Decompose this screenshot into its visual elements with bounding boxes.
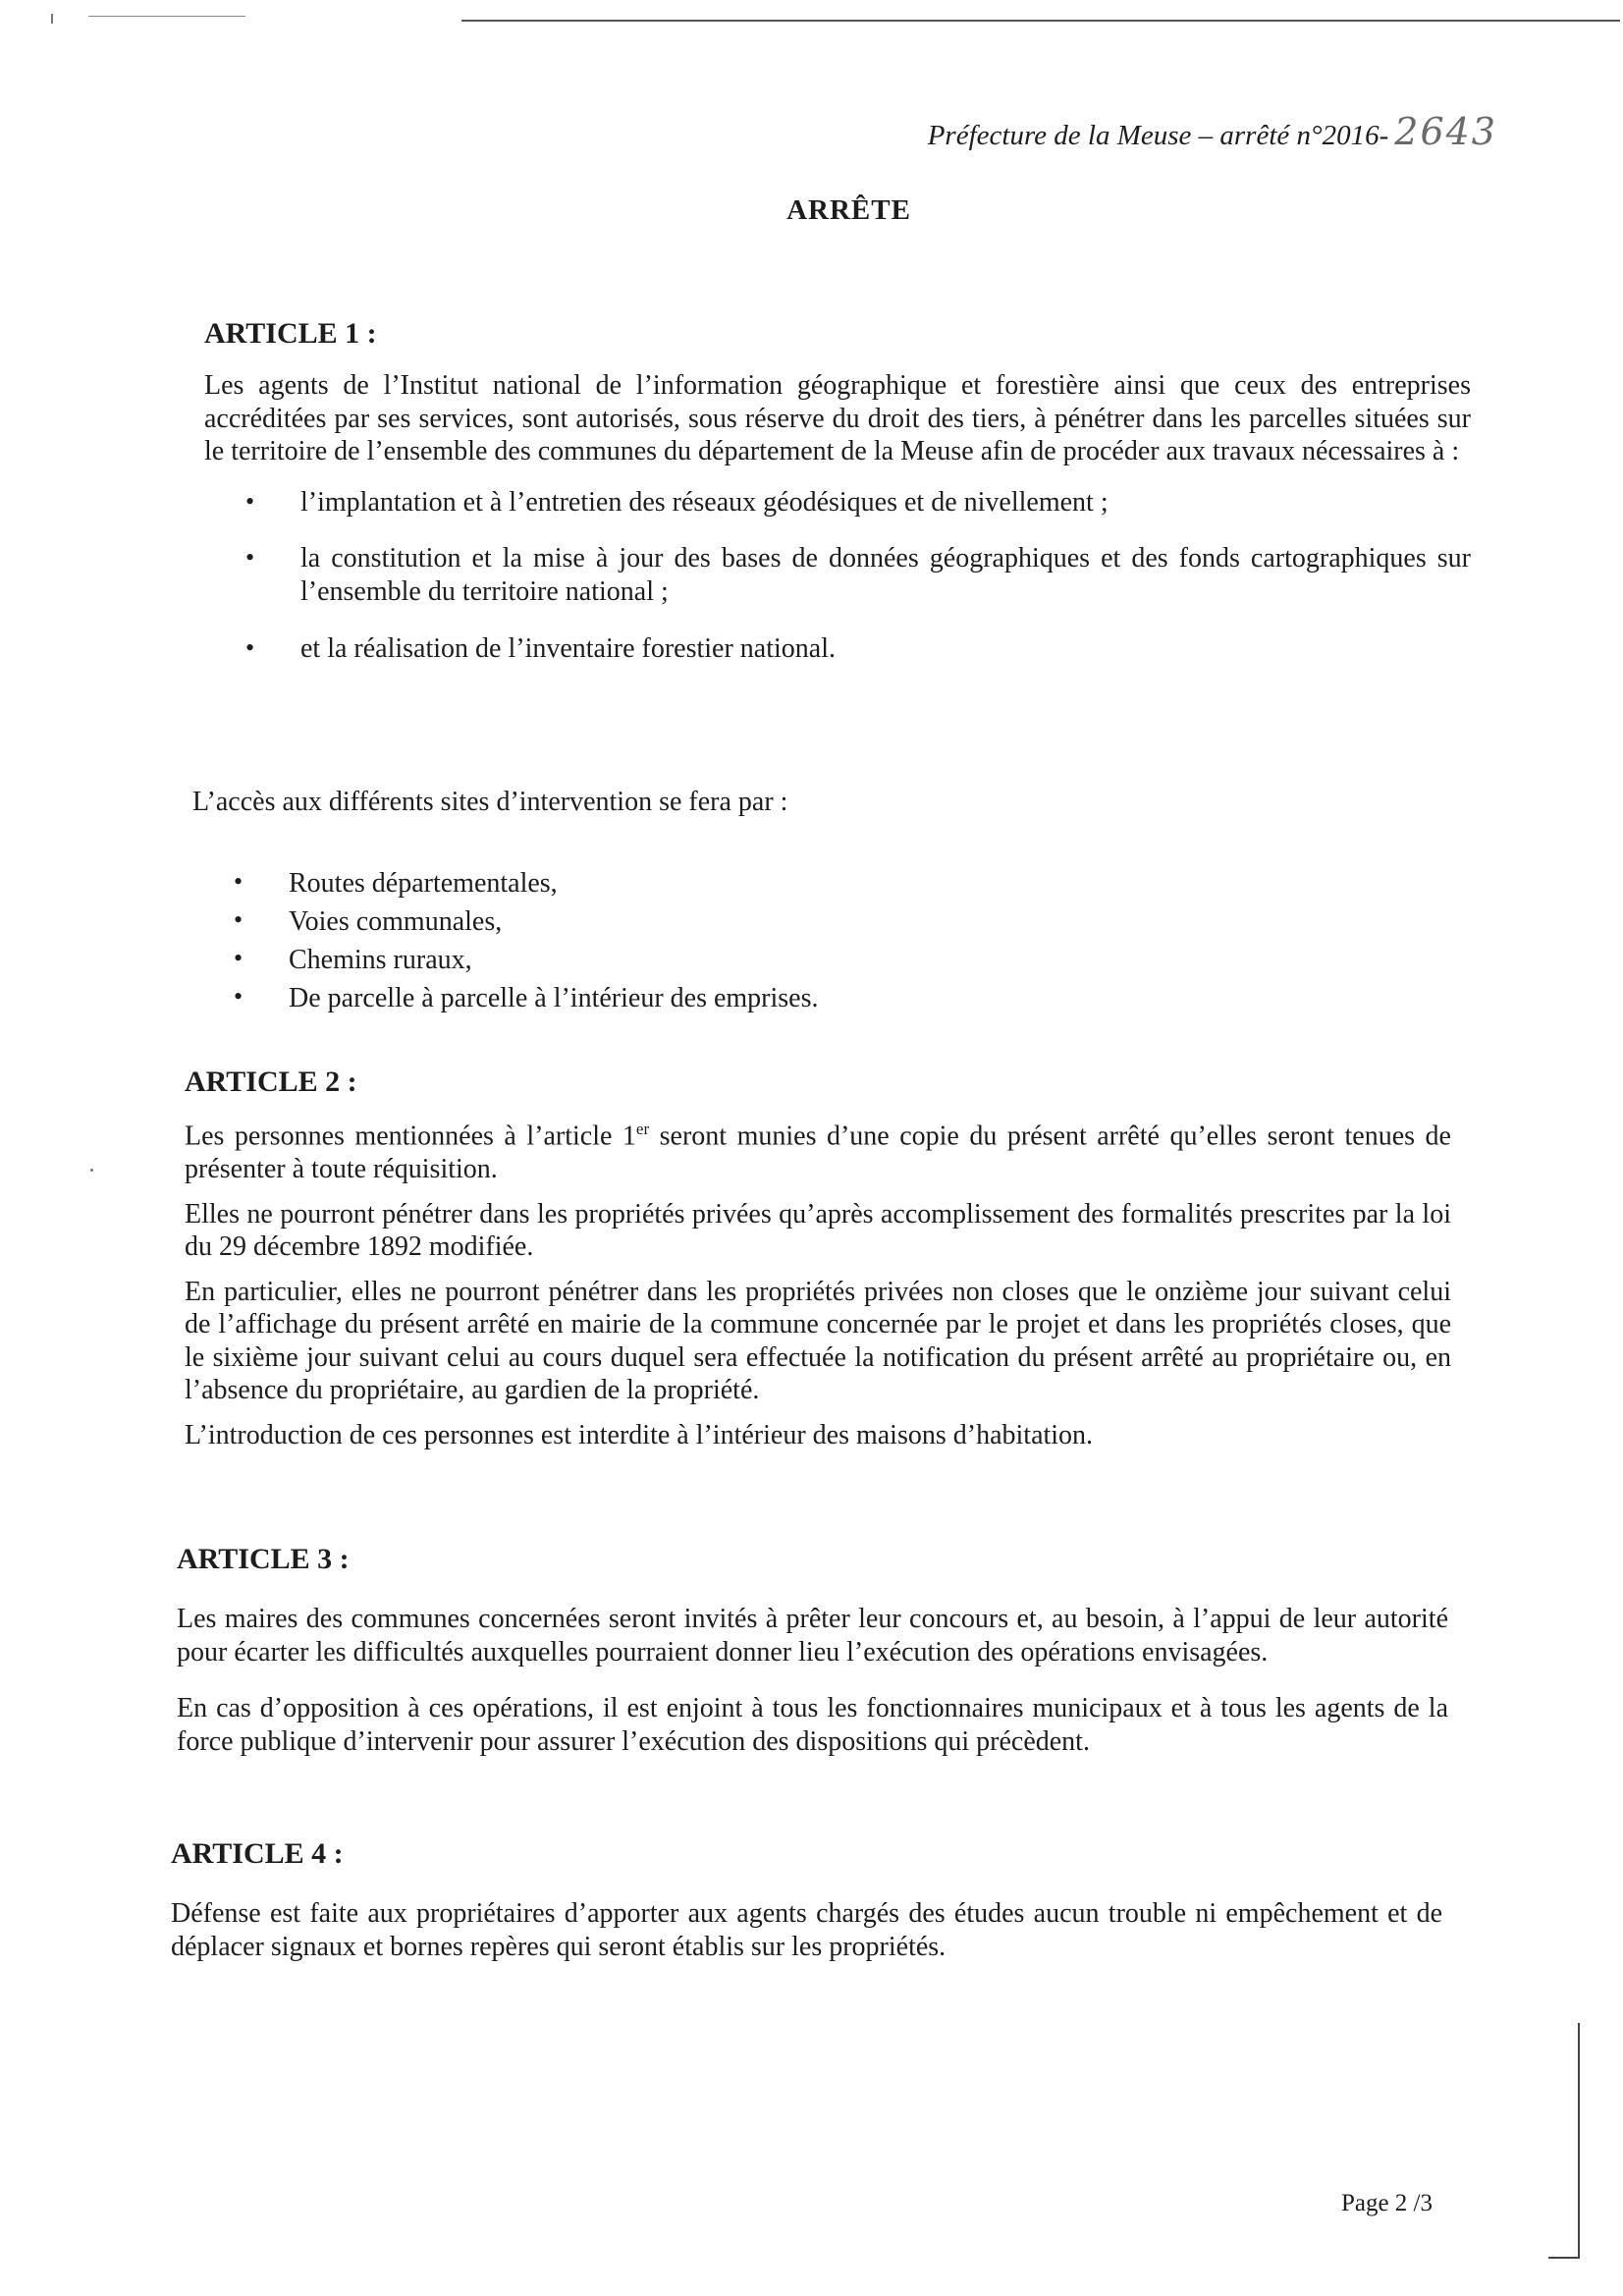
list-item: • De parcelle à parcelle à l’intérieur des emprises.: [234, 979, 1469, 1017]
page-number: Page 2 /3: [1340, 2190, 1433, 2216]
ordinal-superscript: er: [635, 1120, 650, 1138]
list-item: • Routes départementales,: [234, 864, 1469, 902]
access-section: [192, 786, 1469, 1017]
list-item: • la constitution et la mise à jour des bases de données géographiques et des fonds cartographiques sur l’ensemble du territoire national ;: [245, 542, 1471, 608]
article-2-p1-start: Les personnes mentionnées à l’article 1: [185, 1121, 636, 1152]
article-1-works-list: [245, 486, 1471, 665]
scan-artifact-tick: [51, 14, 53, 24]
article-2: [185, 1065, 1451, 1452]
article-3: [177, 1542, 1448, 1758]
article-1-intro: Les agents de l’Institut national de l’information géographique et forestière ainsi que ceux des entreprises accréditées par ses services, sont autorisés, sous réserve du droit des tiers, à pénétrer dans les parcelles situées sur le territoire de l’ensemble des communes du département de la Meuse afin de procéder aux travaux nécessaires à :: [204, 370, 1471, 467]
article-2-paragraph-2: Elles ne pourront pénétrer dans les propriétés privées qu’après accomplissement des formalités prescrites par la loi du 29 décembre 1892 modifiée.: [185, 1198, 1451, 1263]
access-list: [234, 864, 1469, 1018]
scan-artifact-dot: [90, 1169, 93, 1172]
scan-artifact-right-edge: [1578, 2023, 1580, 2259]
article-2-paragraph-4: L’introduction de ces personnes est interdite à l’intérieur des maisons d’habitation.: [185, 1420, 1094, 1451]
list-item: • l’implantation et à l’entretien des réseaux géodésiques et de nivellement ;: [245, 486, 1471, 519]
scan-artifact-top-line: [461, 20, 1620, 22]
article-3-heading: ARTICLE 3 :: [177, 1543, 350, 1575]
list-item: • Voies communales,: [234, 902, 1469, 941]
list-item: • et la réalisation de l’inventaire forestier national.: [245, 632, 1471, 666]
prefecture-reference: [928, 110, 1497, 153]
scan-artifact-corner: [1548, 2257, 1580, 2259]
article-4-paragraph-1: Défense est faite aux propriétaires d’apporter aux agents chargés des études aucun trouble ni empêchement et de déplacer signaux et bornes repères qui seront établis sur les propriétés.: [171, 1898, 1442, 1962]
article-3-paragraph-2: En cas d’opposition à ces opérations, il est enjoint à tous les fonctionnaires municipaux et à tous les agents de la force publique d’intervenir pour assurer l’exécution des dispositions qui précèdent.: [177, 1693, 1448, 1757]
article-2-heading: ARTICLE 2 :: [185, 1066, 357, 1098]
scan-artifact-dash: [88, 16, 245, 17]
article-3-paragraph-1: Les maires des communes concernées seront invités à prêter leur concours et, au besoin, à l’appui de leur autorité pour écarter les difficultés auxquelles pourraient donner lieu l’exécution des opérations envisagées.: [177, 1604, 1448, 1667]
reference-text: Préfecture de la Meuse – arrêté n°2016-: [927, 120, 1389, 151]
access-intro: L’accès aux différents sites d’intervention se fera par :: [192, 787, 788, 817]
article-2-p1-end: seront munies d’une copie du présent arrêté qu’elles seront tenues de présenter à toute réquisition.: [185, 1121, 1451, 1184]
handwritten-decree-number: 2643: [1394, 110, 1497, 153]
article-4: [171, 1836, 1442, 1963]
article-4-heading: ARTICLE 4 :: [171, 1837, 344, 1870]
article-1-heading: ARTICLE 1 :: [204, 317, 377, 350]
list-item: • Chemins ruraux,: [234, 941, 1469, 979]
article-1: [204, 316, 1471, 665]
document-title: ARRÊTE: [786, 194, 911, 226]
article-2-paragraph-3: En particulier, elles ne pourront pénétrer dans les propriétés privées non closes que le onzième jour suivant celui de l’affichage du présent arrêté en mairie de la commune concernée par le projet et dans les propriétés closes, que le sixième jour suivant celui au cours duquel sera effectuée la notification du présent arrêté au propriétaire ou, en l’absence du propriétaire, au gardien de la propriété.: [185, 1276, 1451, 1406]
article-2-paragraph-1: [185, 1120, 1451, 1186]
